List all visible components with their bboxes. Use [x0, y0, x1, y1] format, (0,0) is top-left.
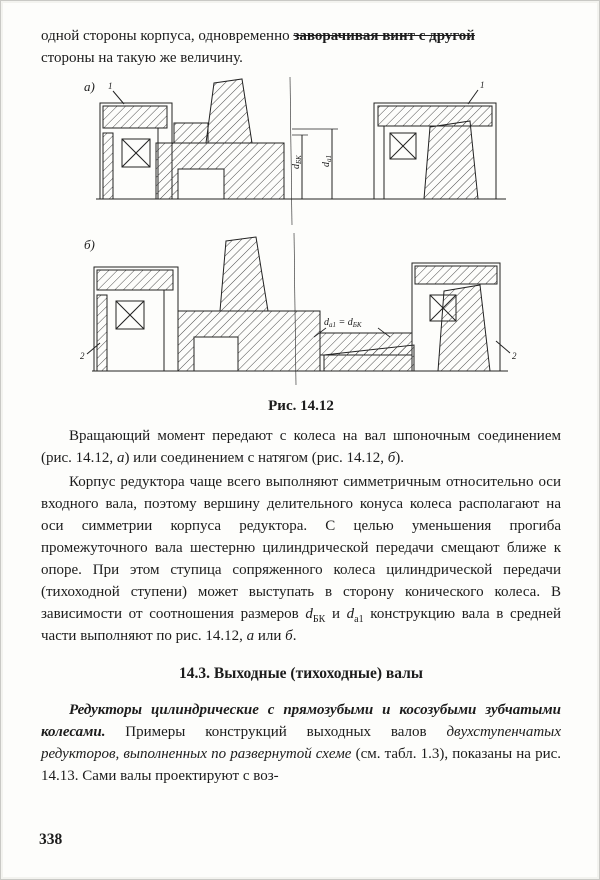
left-bearing-unit-b [94, 267, 178, 371]
dim-eq-sign: = [336, 317, 348, 328]
p2-text-2: и [325, 606, 347, 622]
svg-text:dа1 = dБК [324, 317, 362, 329]
callout-1-right: 1 [480, 80, 485, 90]
paragraph-2 [41, 471, 561, 647]
p3-text-2: (см. табл. 1.3), показаны на рис. 14.13. Сами валы проектируют с воз- [41, 746, 561, 784]
figure-b-drawing [78, 233, 524, 393]
section-heading: 14.3. Выходные (тихоходные) валы [179, 665, 423, 682]
paragraph-3 [41, 699, 561, 787]
center-gear-unit-b [178, 237, 320, 371]
figure-14-12 [41, 77, 561, 417]
p2-dim-sub1: БК [312, 614, 326, 625]
dim-dbk-sub: БК [295, 155, 303, 164]
figure-a-drawing [78, 77, 524, 227]
right-bearing-unit-a [374, 103, 496, 199]
dim-eq-d2: d [347, 317, 353, 328]
figure-b-label: б) [84, 237, 95, 252]
center-gear-unit-a [156, 79, 284, 199]
p2-dim-sub2: а1 [354, 614, 364, 625]
figure-a-label: а) [84, 79, 95, 94]
p2-dim-d2: d [346, 606, 355, 622]
figure-caption: Рис. 14.12 [268, 398, 334, 414]
svg-text:dа1 [321, 155, 333, 167]
intro-text-line2: стороны на такую же величину. [41, 50, 243, 66]
callout-2-left: 2 [80, 351, 85, 361]
page-number: 338 [39, 831, 63, 848]
centerline-a [290, 77, 292, 225]
p2-italic-2: б [285, 628, 293, 644]
p1-italic-2: б [387, 450, 396, 466]
p2-text-3: конструкцию вала в средней части выполняют по рис. 14.12, [41, 606, 561, 644]
intro-paragraph-line2 [41, 47, 561, 69]
p3-lead: Редукторы цилиндрические с прямозубыми и косозубыми зубчатыми колесами. [41, 702, 561, 740]
dim-eq-sub2: БК [352, 321, 362, 329]
p1-text-2: ) или соединением с натягом (рис. 14.12, [124, 450, 388, 466]
p1-text-3: ). [395, 450, 404, 466]
intro-paragraph [41, 25, 561, 47]
p2-text-1: Корпус редуктора чаще всего выполняют симметричным относительно оси входного вала, поэтому вершину делительного конуса колеса располагают на оси симметрии корпуса редуктора. С целью уменьшения прогиба промежуточного вала шестерню цилиндрической передачи смещают ближе к опоре. При этом ступица сопряженного колеса цилиндрической передачи (тихоходной ступени) может выступать в сторону конического колеса. В зависимости от соотношения размеров [41, 474, 561, 622]
dim-da1-sub: а1 [325, 155, 333, 162]
dimension-dbk [291, 135, 308, 199]
right-bearing-unit-b [412, 263, 500, 371]
p3-text-1: Примеры конструкций выходных валов [105, 724, 447, 740]
dim-eq-d1: d [324, 317, 329, 328]
p2-dim-d1: d [305, 606, 313, 622]
paragraph-1 [41, 425, 561, 469]
p1-text-1: Вращающий момент передают с колеса на вал шпоночным соединением (рис. 14.12, [41, 428, 561, 466]
intro-bold-struck-text: заворачивая винт с другой [293, 28, 475, 44]
callout-2-right: 2 [512, 351, 517, 361]
p2-italic-1: а [246, 628, 255, 644]
intro-text: одной стороны корпуса, одновременно [41, 28, 294, 44]
p1-italic-1: а [116, 450, 125, 466]
svg-text:dБК [291, 155, 303, 169]
dim-da1-d: d [321, 162, 332, 167]
p2-text-4: или [254, 628, 286, 644]
callout-1-left: 1 [108, 81, 113, 91]
dim-dbk-d: d [291, 164, 302, 169]
dim-eq-sub1: а1 [329, 321, 336, 329]
p3-italic-1: двухступенчатых редукторов, выполненных по развернутой схеме [41, 724, 561, 762]
shaft-band-b [320, 333, 414, 371]
p2-text-5: . [292, 628, 297, 644]
